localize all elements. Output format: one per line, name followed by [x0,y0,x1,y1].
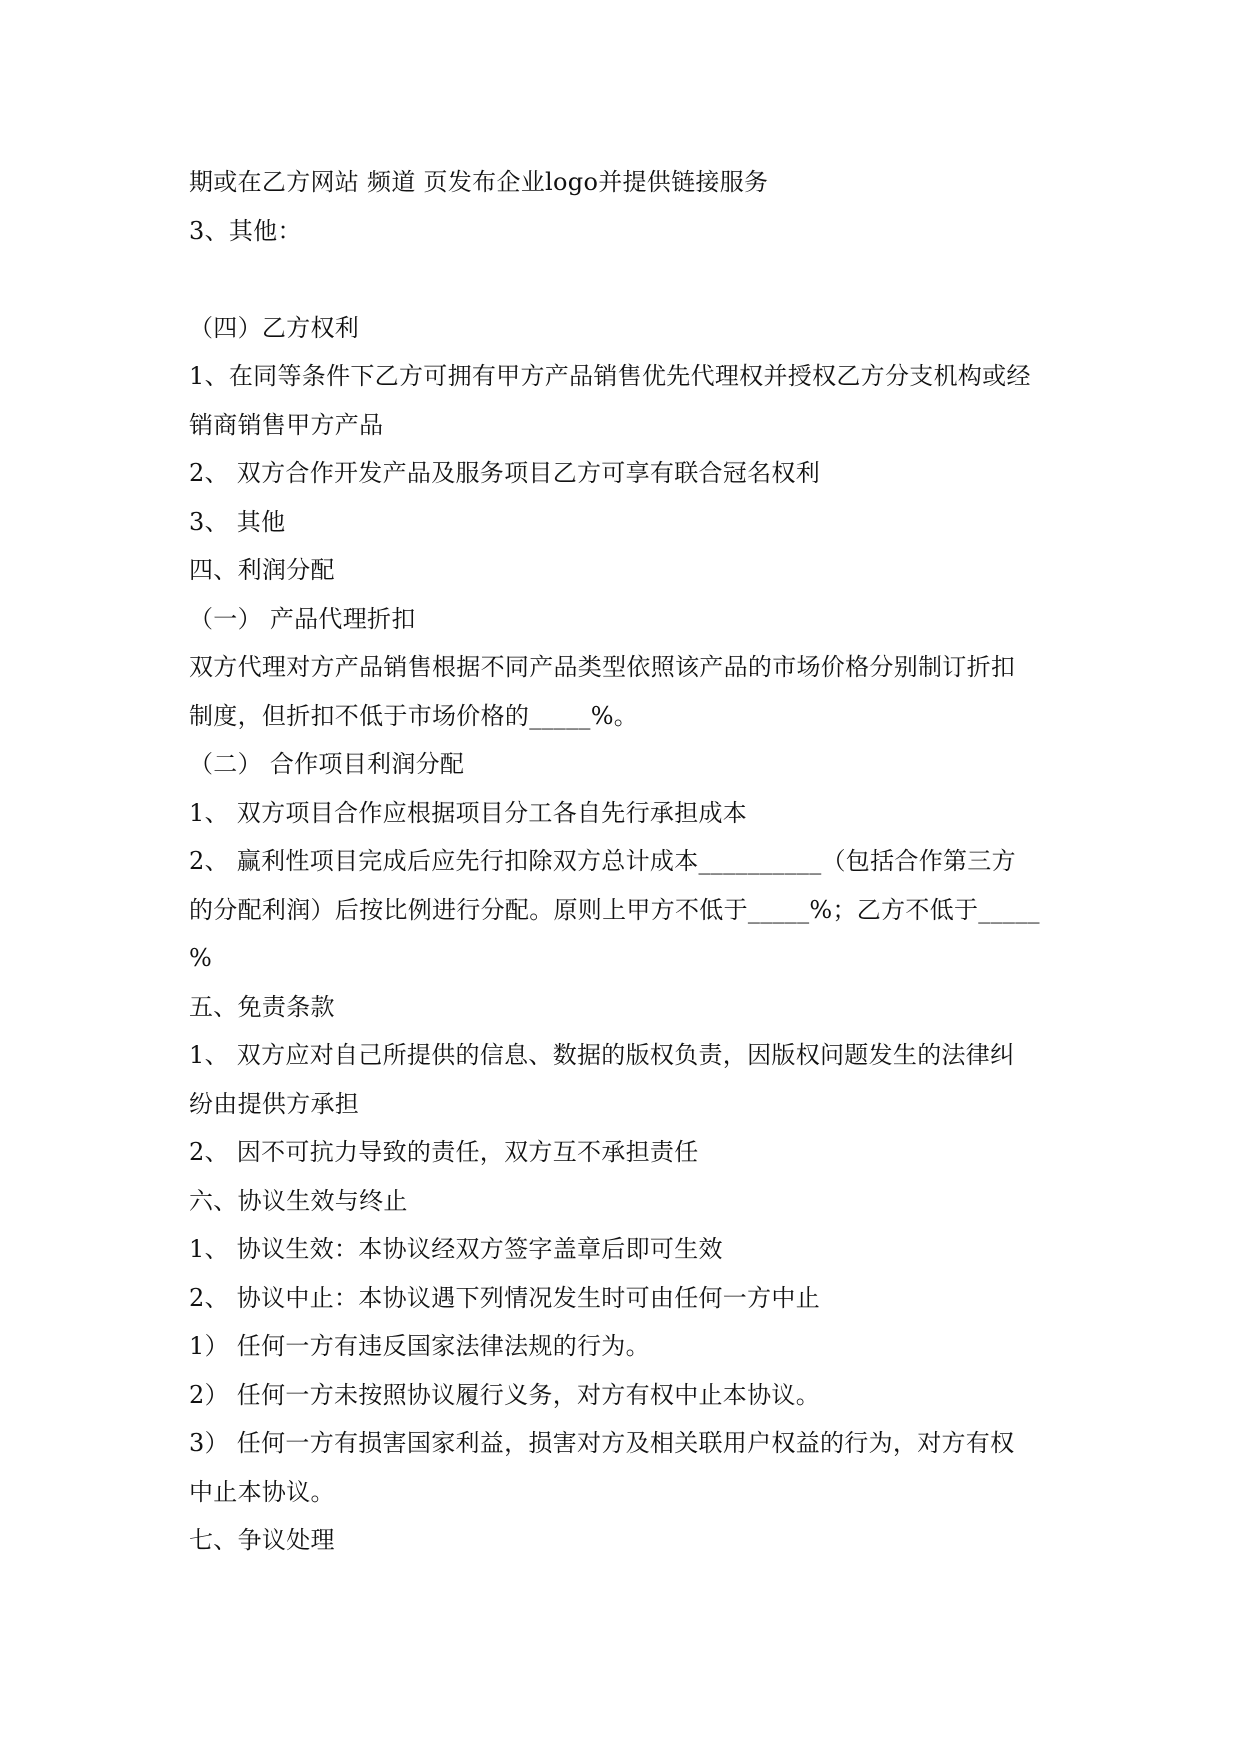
text-line: 1、 协议生效：本协议经双方签字盖章后即可生效 [189,1235,723,1263]
text-line: 中止本协议。 [189,1477,335,1506]
text-line: 期或在乙方网站 频道 页发布企业logo并提供链接服务 [189,168,769,196]
text-line: 纷由提供方承担 [189,1089,360,1118]
text-line: 1、 双方项目合作应根据项目分工各自先行承担成本 [189,798,748,827]
text-line: 3） 任何一方有损害国家利益，损害对方及相关联用户权益的行为，对方有权 [189,1429,1015,1457]
text-line: 的分配利润）后按比例进行分配。原则上甲方不低于_____%；乙方不低于_____ [189,895,1040,924]
text-line: 2） 任何一方未按照协议履行义务，对方有权中止本协议。 [189,1380,820,1409]
text-line: 2、 因不可抗力导致的责任，双方互不承担责任 [189,1138,699,1166]
text-line: % [189,944,213,972]
section-heading: 五、免责条款 [189,992,335,1021]
text-line: 销商销售甲方产品 [189,410,384,439]
text-line: 2、 协议中止：本协议遇下列情况发生时可由任何一方中止 [189,1283,820,1312]
document-body [189,158,1055,1565]
subsection-heading: （二） 合作项目利润分配 [189,750,465,778]
section-heading: 七、争议处理 [189,1526,335,1554]
text-line: 1、在同等条件下乙方可拥有甲方产品销售优先代理权并授权乙方分支机构或经 [189,362,1031,390]
text-line: 2、 双方合作开发产品及服务项目乙方可享有联合冠名权利 [189,459,820,487]
text-line: 2、 赢利性项目完成后应先行扣除双方总计成本__________（包括合作第三方 [189,847,1016,875]
text-line: 1） 任何一方有违反国家法律法规的行为。 [189,1332,650,1360]
blank-line [189,255,1055,304]
text-line: 1、 双方应对自己所提供的信息、数据的版权负责，因版权问题发生的法律纠 [189,1041,1015,1069]
section-heading: （四）乙方权利 [189,313,360,342]
text-line: 3、其他： [189,216,302,245]
section-heading: 四、利润分配 [189,556,335,584]
text-line: 双方代理对方产品销售根据不同产品类型依照该产品的市场价格分别制订折扣 [189,653,1016,681]
text-line: 制度，但折扣不低于市场价格的_____%。 [189,701,639,730]
subsection-heading: （一） 产品代理折扣 [189,604,416,633]
text-line: 3、 其他 [189,507,286,536]
section-heading: 六、协议生效与终止 [189,1186,408,1215]
